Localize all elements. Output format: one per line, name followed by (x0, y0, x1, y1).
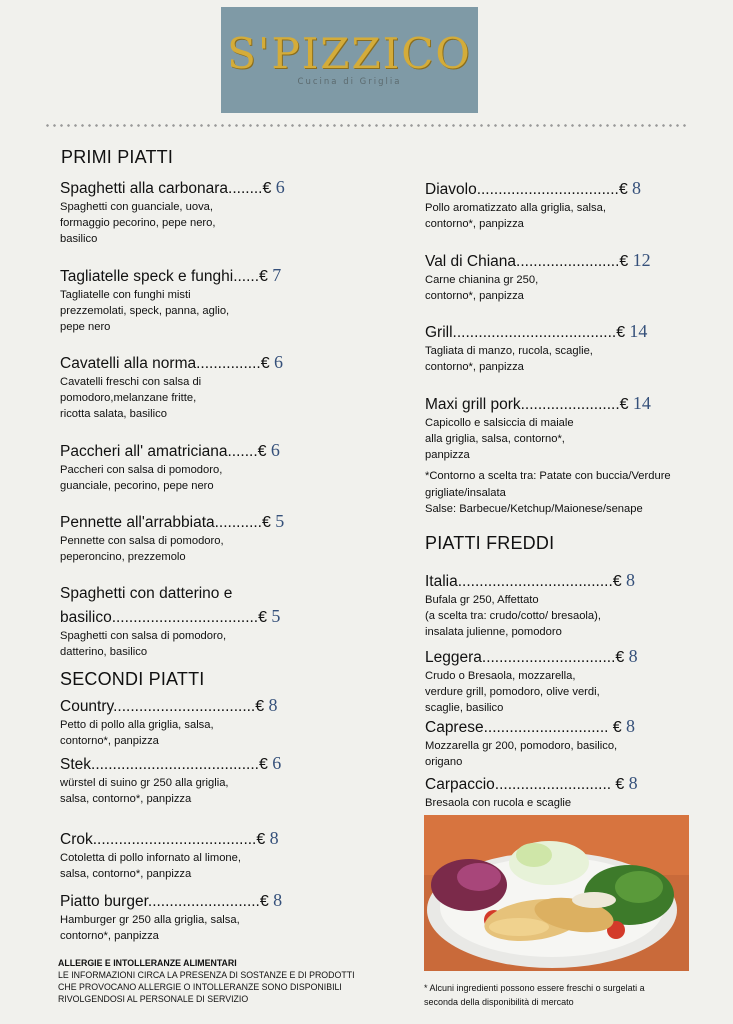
euro-sign: € (259, 893, 269, 910)
menu-item (425, 179, 641, 232)
dotted-divider (44, 124, 690, 127)
item-description: Cavatelli freschi con salsa di pomodoro,melanzane fritte, ricotta salata, basilico (60, 376, 202, 420)
euro-sign: € (258, 609, 268, 626)
item-description: Pennette con salsa di pomodoro, peperoncino, prezzemolo (60, 535, 224, 563)
euro-sign: € (258, 756, 268, 773)
item-price: 8 (632, 178, 642, 198)
item-price: 5 (275, 511, 285, 531)
section-heading-freddi: PIATTI FREDDI (425, 533, 555, 553)
euro-sign: € (255, 698, 265, 715)
item-price: 8 (628, 646, 638, 666)
item-description: Hamburger gr 250 alla griglia, salsa, contorno*, panpizza (60, 914, 240, 942)
item-title: Italia.................................... (425, 573, 613, 590)
item-description: Crudo o Bresaola, mozzarella, verdure grill, pomodoro, olive verdi, scaglie, basilico (425, 670, 600, 714)
menu-item (60, 512, 284, 565)
item-description: Tagliatelle con funghi misti prezzemolati, speck, panna, aglio, pepe nero (60, 289, 230, 333)
item-description: würstel di suino gr 250 alla griglia, salsa, contorno*, panpizza (60, 777, 229, 805)
item-title: Diavolo................................. (425, 181, 619, 198)
item-description: Bresaola con rucola e scaglie (425, 797, 572, 809)
menu-item (60, 441, 280, 494)
menu-item (425, 322, 647, 375)
item-title: Pennette all'arrabbiata........... (60, 514, 262, 531)
menu-item (60, 178, 285, 247)
item-price: 8 (273, 890, 283, 910)
menu-item (60, 696, 277, 749)
euro-sign: € (616, 324, 626, 341)
euro-sign: € (262, 180, 272, 197)
euro-sign: € (259, 268, 268, 285)
euro-sign: € (618, 181, 628, 198)
euro-sign: € (612, 719, 622, 736)
item-price: 5 (271, 606, 281, 626)
item-title: Cavatelli alla norma............... (60, 355, 261, 372)
logo-tagline: Cucina di Griglia (297, 77, 402, 87)
contorno-note: *Contorno a scelta tra: Patate con buccia/Verdure grigliate/insalata Salse: Barbecue/Ketchup/Maionese/senape (425, 470, 671, 515)
euro-sign: € (612, 573, 622, 590)
item-price: 8 (268, 695, 278, 715)
item-description: Carne chianina gr 250, contorno*, panpizza (425, 274, 539, 302)
item-description: Paccheri con salsa di pomodoro, guanciale, pecorino, pepe nero (60, 464, 223, 492)
section-heading-primi: PRIMI PIATTI (61, 147, 174, 167)
item-title: Spaghetti alla carbonara........ (60, 180, 263, 197)
euro-sign: € (260, 355, 270, 372)
item-title: basilico.................................. (60, 609, 259, 626)
item-price: 14 (632, 393, 651, 413)
ingredients-footnote: * Alcuni ingredienti possono essere freschi o surgelati a seconda della disponibilità di mercato (424, 983, 645, 1007)
menu-item (425, 774, 638, 811)
item-title: Val di Chiana........................ (425, 253, 620, 270)
item-title: Piatto burger.......................... (60, 893, 260, 910)
menu-item (425, 394, 651, 463)
item-title-line1: Spaghetti con datterino e (60, 585, 233, 602)
item-description: Cotoletta di pollo infornato al limone, salsa, contorno*, panpizza (60, 852, 241, 880)
item-price: 8 (626, 570, 635, 590)
euro-sign: € (615, 776, 625, 793)
menu-item (425, 647, 638, 716)
restaurant-logo (221, 7, 478, 113)
item-price: 6 (272, 753, 282, 773)
menu-item (60, 353, 283, 422)
item-description: Pollo aromatizzato alla griglia, salsa, contorno*, panpizza (425, 202, 606, 230)
item-price: 8 (626, 716, 636, 736)
item-title: Stek....................................... (60, 756, 259, 773)
euro-sign: € (262, 514, 271, 531)
menu-item (425, 571, 635, 640)
item-description: Capicollo e salsiccia di maiale alla griglia, salsa, contorno*, panpizza (425, 417, 574, 461)
menu-item (60, 891, 282, 944)
item-description: Bufala gr 250, Affettato (a scelta tra: crudo/cotto/ bresaola), insalata julienne, pomodoro (425, 594, 601, 638)
item-title: Crok...................................... (60, 831, 257, 848)
menu-item (60, 829, 279, 882)
euro-sign: € (256, 831, 266, 848)
food-photo (424, 815, 689, 971)
item-price: 8 (628, 773, 638, 793)
item-title: Grill...................................... (425, 324, 617, 341)
item-price: 6 (270, 440, 280, 460)
item-title: Carpaccio........................... (425, 776, 612, 793)
item-description: Mozzarella gr 200, pomodoro, basilico, origano (425, 740, 618, 768)
item-price: 6 (275, 177, 285, 197)
menu-item (60, 266, 281, 335)
item-title: Paccheri all' amatriciana....... (60, 443, 258, 460)
item-price: 12 (632, 250, 651, 270)
euro-sign: € (619, 253, 629, 270)
item-price: 7 (272, 265, 282, 285)
menu-item (60, 584, 280, 660)
menu-item (425, 251, 651, 304)
item-price: 14 (629, 321, 648, 341)
item-title: Maxi grill pork....................... (425, 396, 620, 413)
item-title: Country................................. (60, 698, 256, 715)
euro-sign: € (257, 443, 267, 460)
allergy-heading: ALLERGIE E INTOLLERANZE ALIMENTARI (58, 958, 237, 968)
item-description: Tagliata di manzo, rucola, scaglie, contorno*, panpizza (425, 345, 593, 373)
item-price: 6 (273, 352, 283, 372)
menu-item (60, 754, 281, 807)
item-description: Spaghetti con guanciale, uova, formaggio pecorino, pepe nero, basilico (60, 201, 216, 245)
euro-sign: € (619, 396, 629, 413)
section-heading-secondi: SECONDI PIATTI (60, 669, 205, 689)
allergy-notice: ALLERGIE E INTOLLERANZE ALIMENTARI LE INFORMAZIONI CIRCA LA PRESENZA DI SOSTANZE E DI PRODOTTI CHE PROVOCANO ALLERGIE O INTOLLERANZE SONO DISPONIBILI RIVOLGENDOSI AL PERSONALE DI SERVIZIO (58, 958, 355, 1004)
item-description: Petto di pollo alla griglia, salsa, contorno*, panpizza (60, 719, 214, 747)
item-title: Tagliatelle speck e funghi...... (60, 268, 260, 285)
logo-name: S'PIZZICO (227, 29, 472, 78)
item-description: Spaghetti con salsa di pomodoro, datterino, basilico (60, 630, 227, 658)
item-title: Leggera............................... (425, 649, 616, 666)
euro-sign: € (615, 649, 625, 666)
menu-item (425, 717, 635, 770)
item-price: 8 (269, 828, 279, 848)
item-title: Caprese............................. (425, 719, 609, 736)
